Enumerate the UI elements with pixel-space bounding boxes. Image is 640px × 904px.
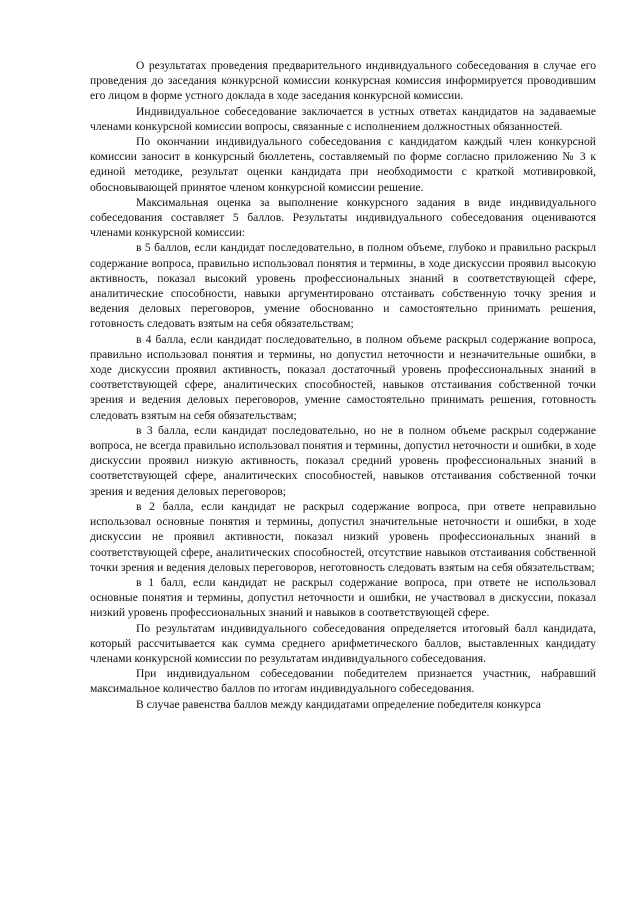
paragraph-final-score: По результатам индивидуального собеседования определяется итоговый балл кандидата, который рассчитывается как сумма среднего арифметического баллов, выставленных кандидату членами конкурсной комиссии по результатам индивидуального собеседования. [90, 621, 596, 665]
paragraph-interview-definition: Индивидуальное собеседование заключается в устных ответах кандидатов на задаваемые членами конкурсной комиссии вопросы, связанные с исполнением должностных обязанностей. [90, 104, 596, 133]
paragraph-ballot-entry: По окончании индивидуального собеседования с кандидатом каждый член конкурсной комиссии заносит в конкурсный бюллетень, составляемый по форме согласно приложению № 3 к единой методике, результат оценки кандидата при необходимости с краткой мотивировкой, обосновывающей принятое членом конкурсной комиссии решение. [90, 135, 596, 194]
paragraph-tie-rule: В случае равенства баллов между кандидатами определение победителя конкурса [136, 697, 541, 711]
paragraph-score-4: в 4 балла, если кандидат последовательно, в полном объеме раскрыл содержание вопроса, правильно использовал понятия и термины, но допустил неточности и незначительные ошибки, в ходе дискуссии проявил активность, показал достаточный уровень профессиональных знаний в соответствующей сфере, аналитических способностей, навыков отстаивания собственной точки зрения и ведения деловых переговоров, умение самостоятельно принимать решения, готовность следовать взятым на себя обязательствам; [90, 332, 596, 422]
paragraph-score-5: в 5 баллов, если кандидат последовательно, в полном объеме, глубоко и правильно раскрыл содержание вопроса, правильно использовал понятия и термины, в ходе дискуссии проявил высокую активность, показал высокий уровень профессиональных знаний в соответствующей сфере, аналитические способности, навыки аргументировано отстаивать собственную точку зрения и ведения деловых переговоров, умение обоснованно и самостоятельно принимать решения, готовность следовать взятым на себя обязательствам; [90, 241, 596, 331]
paragraph-score-1: в 1 балл, если кандидат не раскрыл содержание вопроса, при ответе не использовал основные понятия и термины, допустил неточности и ошибки, не участвовал в дискуссии, показал низкий уровень профессиональных знаний и навыков в соответствующей сфере. [90, 575, 596, 620]
paragraph-score-2: в 2 балла, если кандидат не раскрыл содержание вопроса, при ответе неправильно использовал основные понятия и термины, допустил значительные неточности и ошибки, в ходе дискуссии не проявил активности, показал низкий уровень профессиональных знаний в соответствующей сфере, аналитических способностей, отсутствие навыков отстаивания собственной точки зрения и ведения деловых переговоров, неготовность следовать взятым на себя обязательствам; [90, 499, 596, 574]
paragraph-score-3: в 3 балла, если кандидат последовательно, но не в полном объеме раскрыл содержание вопроса, не всегда правильно использовал понятия и термины, допустил неточности и ошибки, в ходе дискуссии проявил низкую активность, показал средний уровень профессиональных знаний в соответствующей сфере, аналитических способностей, навыков отстаивания собственной точки зрения и ведения деловых переговоров; [90, 423, 596, 498]
paragraph-maximum-score: Максимальная оценка за выполнение конкурсного задания в виде индивидуального собеседования составляет 5 баллов. Результаты индивидуального собеседования оцениваются членами конкурсной комиссии: [90, 195, 596, 240]
document-body [90, 58, 596, 712]
paragraph-winner-rule: При индивидуальном собеседовании победителем признается участник, набравший максимальное количество баллов по итогам индивидуального собеседования. [90, 667, 596, 696]
paragraph-preliminary-interview-report: О результатах проведения предварительного индивидуального собеседования в случае его проведения до заседания конкурсной комиссии конкурсная комиссия информируется проводившим его лицом в форме устного доклада в ходе заседания конкурсной комиссии. [90, 59, 596, 103]
